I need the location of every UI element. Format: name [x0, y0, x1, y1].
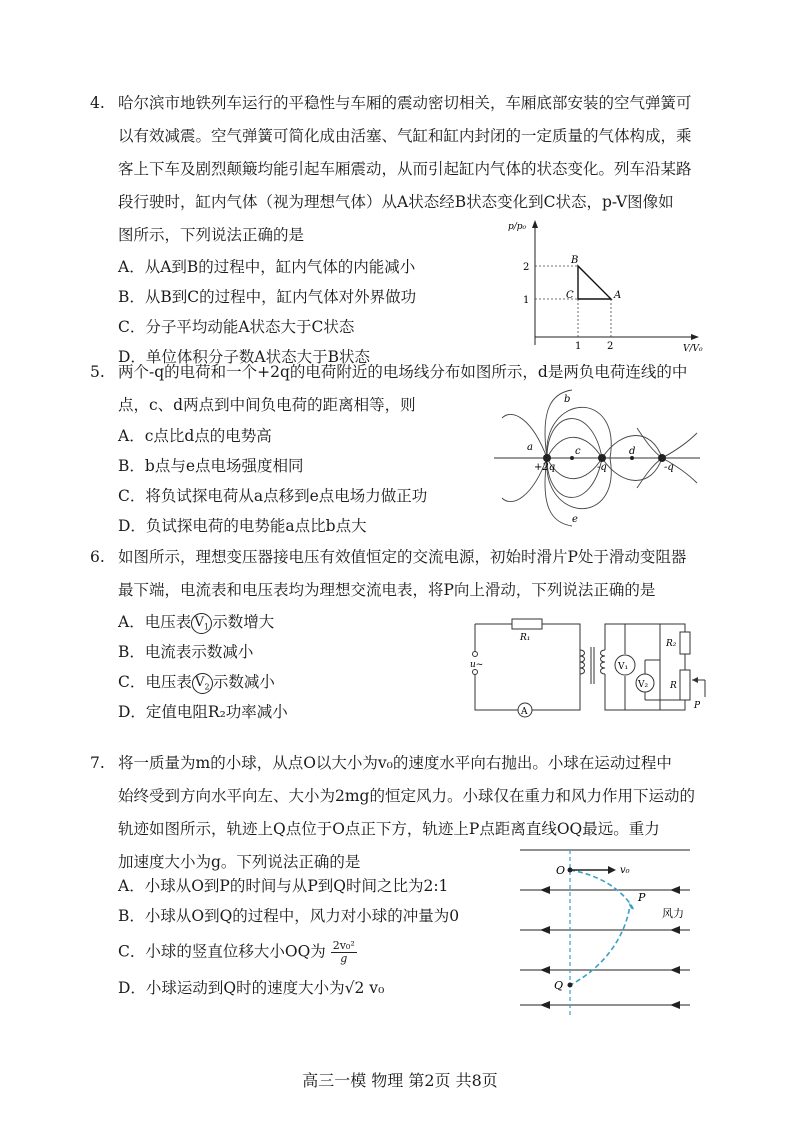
question-7-text-line: 加速度大小为g。下列说法正确的是	[118, 853, 361, 871]
pv-x-axis-arrow	[691, 334, 699, 340]
question-7-number: 7.	[90, 754, 105, 772]
point-c-label: c	[575, 446, 581, 457]
electric-field-diagram	[492, 388, 702, 528]
question-4-text-line: 哈尔滨市地铁列车运行的平稳性与车厢的震动密切相关，车厢底部安装的空气弹簧可	[118, 94, 692, 112]
point-o-marker	[568, 868, 573, 873]
option-a-suffix: 示数增大	[212, 613, 275, 631]
pv-process-path	[578, 266, 611, 299]
pv-y-tick: 2	[523, 262, 530, 273]
pv-point-b-label: B	[571, 255, 579, 266]
secondary-coil	[601, 650, 606, 674]
question-4-option-b: B．从B到C的过程中，缸内气体对外界做功	[118, 288, 417, 306]
point-q-marker	[568, 983, 573, 988]
option-a-prefix: A．电压表	[118, 613, 192, 631]
point-d-label: d	[629, 446, 636, 457]
question-6-option-b: B．电流表示数减小	[118, 643, 254, 661]
charge-label: -q	[597, 462, 607, 473]
question-7-text-line: 轨迹如图所示，轨迹上Q点位于O点正下方，轨迹上P点距离直线OQ最远。重力	[118, 820, 660, 838]
question-4-option-a: A．从A到B的过程中，缸内气体的内能减小	[118, 258, 416, 276]
question-7-option-c	[118, 940, 357, 965]
charge-label: -q	[664, 462, 674, 473]
question-6-option-c	[118, 672, 275, 694]
voltmeter-v2-symbol: $V_2$	[192, 673, 213, 694]
option-d-value: √2 v₀	[344, 979, 385, 997]
question-5-option-a: A．c点比d点的电势高	[118, 427, 272, 445]
point-q-label: Q	[554, 979, 564, 992]
source-label: u~	[470, 660, 484, 670]
p-label: P	[694, 701, 701, 711]
option-c-text: C．小球的竖直位移大小OQ为	[118, 942, 326, 961]
question-7-text-line: 始终受到方向水平向左、大小为2mg的恒定风力。小球仅在重力和风力作用下运动的	[118, 787, 695, 805]
negative-charge-marker	[658, 454, 666, 462]
pv-graph	[505, 215, 705, 353]
pv-x-axis-label: V/V₀	[683, 344, 703, 353]
ammeter-label: A	[521, 707, 528, 717]
pv-y-tick: 1	[523, 295, 530, 306]
pv-x-tick: 2	[607, 341, 614, 352]
question-4-text-line: 图所示，下列说法正确的是	[118, 226, 305, 244]
charge-label: +2q	[534, 462, 556, 473]
pv-y-axis-label: p/p₀	[508, 222, 527, 232]
question-4-text-line: 段行驶时，缸内气体（视为理想气体）从A状态经B状态变化到C状态，p-V图像如	[118, 193, 674, 211]
r1-label: R₁	[520, 633, 531, 643]
r2-label: R₂	[666, 639, 677, 649]
question-6-option-d: D．定值电阻R₂功率减小	[118, 703, 288, 721]
question-6-option-a	[118, 612, 274, 634]
question-5-option-d: D．负试探电荷的电势能a点比b点大	[118, 517, 367, 535]
question-4-text-line: 以有效减震。空气弹簧可简化成由活塞、气缸和缸内封闭的一定质量的气体构成，乘	[118, 127, 692, 145]
v1-label: V₁	[618, 662, 629, 672]
question-7-option-a: A．小球从O到P的时间与从P到Q时间之比为2:1	[118, 877, 449, 895]
question-6-text-line: 最下端，电流表和电压表均为理想交流电表，将P向上滑动，下列说法正确的是	[118, 581, 656, 599]
question-6-text-line: 如图所示，理想变压器接电压有效值恒定的交流电源，初始时滑片P处于滑动变阻器	[118, 548, 687, 566]
question-4-number: 4.	[90, 94, 105, 112]
question-5-option-c: C．将负试探电荷从a点移到e点电场力做正功	[118, 487, 428, 505]
question-7-text-line: 将一质量为m的小球，从点O以大小为v₀的速度水平向右抛出。小球在运动过程中	[118, 754, 672, 772]
voltmeter-v1-symbol: $V_1$	[191, 613, 212, 634]
v2-label: V₂	[638, 680, 649, 690]
fraction-numerator: 2v₀²	[332, 939, 355, 952]
point-c-marker	[570, 456, 574, 460]
point-p-label: P	[638, 891, 646, 904]
pv-y-axis-arrow	[532, 220, 538, 228]
velocity-label: v₀	[620, 865, 630, 876]
trajectory-curve	[570, 870, 633, 985]
question-4-text-line: 客上下车及剧烈颠簸均能引起车厢震动，从而引起缸内气体的状态变化。列车沿某路	[118, 160, 692, 178]
resistor-r2	[680, 632, 690, 654]
positive-charge-marker	[543, 454, 551, 462]
transformer-circuit	[470, 612, 720, 722]
rheostat-r	[680, 670, 690, 700]
source-terminal	[473, 652, 478, 657]
point-b-label: b	[564, 394, 571, 405]
fraction-denominator: g	[340, 952, 348, 965]
primary-coil	[580, 650, 585, 674]
question-5-number: 5.	[90, 363, 105, 381]
pv-x-tick: 1	[575, 341, 582, 352]
point-e-label: e	[572, 514, 578, 525]
point-a-label: a	[527, 442, 533, 453]
question-7-option-b: B．小球从O到Q的过程中，风力对小球的冲量为0	[118, 907, 460, 925]
question-4-option-d: D．单位体积分子数A状态大于B状态	[118, 348, 371, 366]
question-5-option-b: B．b点与e点电场强度相同	[118, 457, 304, 475]
projectile-wind-diagram	[520, 845, 695, 1020]
page-footer: 高三一模 物理 第2页 共8页	[302, 1071, 498, 1090]
pv-point-c-label: C	[566, 290, 574, 301]
question-5-text-line: 两个-q的电荷和一个+2q的电荷附近的电场线分布如图所示，d是两负电荷连线的中	[118, 363, 688, 381]
wind-label: 风力	[662, 907, 684, 920]
question-5-text-line: 点，c、d两点到中间负电荷的距离相等，则	[118, 396, 416, 414]
point-o-label: O	[556, 864, 566, 877]
option-c-suffix: 示数减小	[212, 673, 275, 691]
fraction	[331, 940, 357, 965]
option-d-text: D．小球运动到Q时的速度大小为	[118, 979, 345, 997]
resistor-r1	[512, 619, 542, 629]
pv-point-a-label: A	[614, 290, 622, 301]
negative-charge-marker	[598, 454, 606, 462]
source-terminal	[473, 670, 478, 675]
question-4-option-c: C．分子平均动能A状态大于C状态	[118, 318, 355, 336]
option-c-prefix: C．电压表	[118, 673, 192, 691]
r-label: R	[670, 681, 677, 691]
question-7-option-d	[118, 978, 384, 998]
question-6-number: 6.	[90, 548, 105, 566]
